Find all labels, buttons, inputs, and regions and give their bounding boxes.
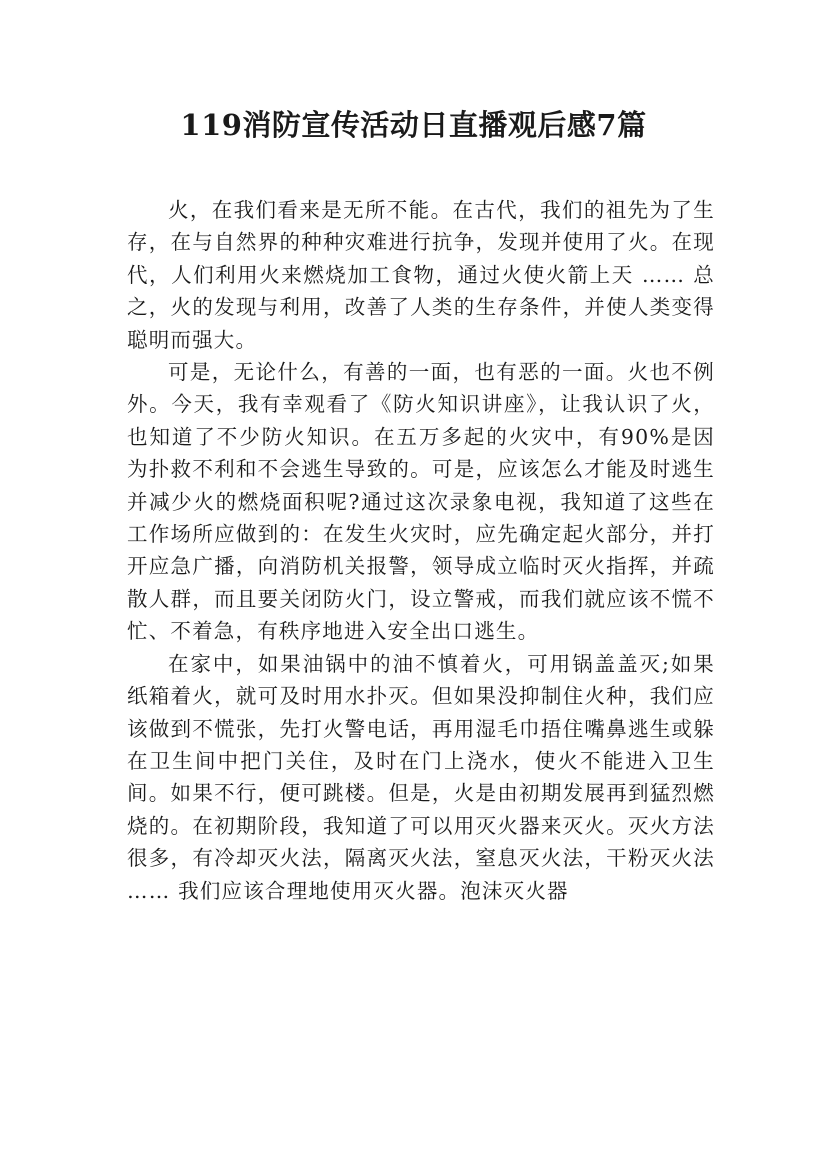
paragraph-1: 火，在我们看来是无所不能。在古代，我们的祖先为了生存，在与自然界的种种灾难进行抗争，发现并使用了火。在现代，人们利用火来燃烧加工食物，通过火使火箭上天 …… 总之，火的发现与利用，改善了人类的生存条件，并使人类变得聪明而强大。 [127, 198, 715, 352]
document-body [127, 194, 715, 907]
paragraph-2: 可是，无论什么，有善的一面，也有恶的一面。火也不例外。今天，我有幸观看了《防火知识讲座》，让我认识了火，也知道了不少防火知识。在五万多起的火灾中，有90%是因为扑救不利和不会逃生导致的。可是，应该怎么才能及时逃生并减少火的燃烧面积呢?通过这次录象电视，我知道了这些在工作场所应做到的：在发生火灾时，应先确定起火部分，并打开应急广播，向消防机关报警，领导成立临时灭火指挥，并疏散人群，而且要关闭防火门，设立警戒，而我们就应该不慌不忙、不着急，有秩序地进入安全出口逃生。 [127, 360, 715, 644]
paragraph-3: 在家中，如果油锅中的油不慎着火，可用锅盖盖灭;如果纸箱着火，就可及时用水扑灭。但如果没抑制住火种，我们应该做到不慌张，先打火警电话，再用湿毛巾捂住嘴鼻逃生或躲在卫生间中把门关住，及时在门上浇水，使火不能进入卫生间。如果不行，便可跳楼。但是，火是由初期发展再到猛烈燃烧的。在初期阶段，我知道了可以用灭火器来灭火。灭火方法很多，有冷却灭火法，隔离灭火法，窒息灭火法，干粉灭火法 …… 我们应该合理地使用灭火器。泡沫灭火器 [127, 651, 715, 903]
document-title: 119消防宣传活动日直播观后感7篇 [180, 108, 647, 142]
